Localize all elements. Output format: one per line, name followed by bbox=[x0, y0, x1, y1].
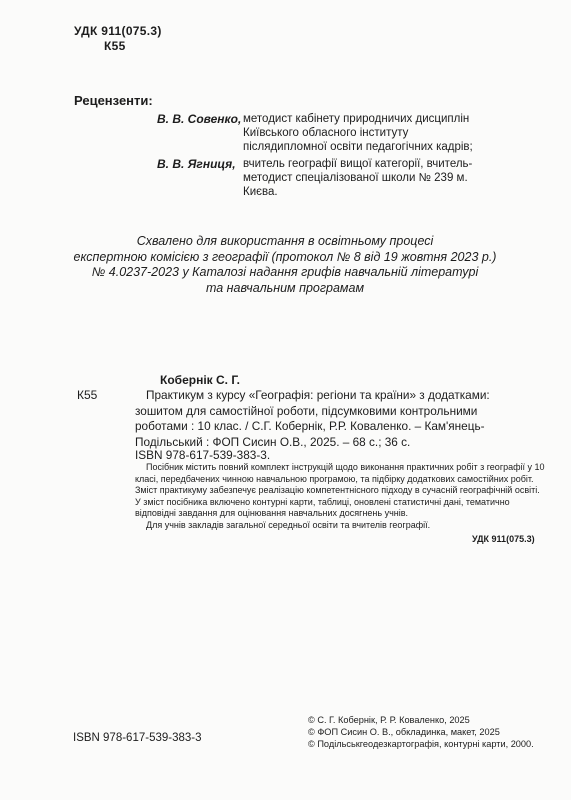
approval-line-3: № 4.0237-2023 у Каталозі надання грифів навчальній літературі bbox=[91, 265, 479, 279]
copyright-line-1: © С. Г. Кобернік, Р. Р. Коваленко, 2025 bbox=[308, 715, 470, 725]
udk-code: УДК 911(075.3) bbox=[74, 24, 162, 38]
udk-block bbox=[74, 24, 162, 54]
copyright-block bbox=[308, 714, 534, 750]
approval-line-2: експертною комісією з географії (протокол № 8 від 19 жовтня 2023 р.) bbox=[73, 249, 497, 264]
reviewer-1-description: методист кабінету природничих дисциплін Київського обласного інституту післядипломної освіти педагогічних кадрів; bbox=[243, 113, 473, 153]
bib-description bbox=[135, 388, 510, 450]
reviewer-2-name: В. В. Ягниця, bbox=[157, 157, 236, 171]
udk-index-right: УДК 911(075.3) bbox=[472, 534, 535, 544]
reviewers-heading: Рецензенти: bbox=[74, 93, 153, 108]
copyright-line-3: © Подільськгеодезкартографія, контурні карти, 2000. bbox=[308, 739, 534, 749]
bib-isbn: ISBN 978-617-539-383-3. bbox=[135, 448, 271, 462]
author-mark: К55 bbox=[104, 39, 126, 53]
approval-statement bbox=[60, 234, 510, 296]
reviewer-2-description: вчитель географії вищої категорії, вчитель-методист спеціалізованої школи № 239 м. Києва. bbox=[243, 158, 473, 198]
isbn-bottom: ISBN 978-617-539-383-3 bbox=[73, 732, 202, 744]
bib-author: Кобернік С. Г. bbox=[160, 373, 240, 387]
copyright-line-2: © ФОП Сисин О. В., обкладинка, макет, 2025 bbox=[308, 727, 500, 737]
annotation-paragraph-1: Посібник містить повний комплект інструкцій щодо виконання практичних робіт з географії у 10 класі, передбачених чинною навчальною програмою, та підбірку додаткових самостійних робіт. Зміст практикуму забезпечує реалізацію компетентнісного підходу в сучасній географічній освіті. У зміст посібника включено контурні карти, таблиці, оновлені статистичні дані, тематично відповідні завдання для оцінювання навчальних досягнень учнів. bbox=[135, 462, 545, 518]
annotation-paragraph-2: Для учнів закладів загальної середньої освіти та вчителів географії. bbox=[146, 519, 431, 530]
approval-line-4: та навчальним програмам bbox=[205, 280, 365, 295]
reviewer-1-name: В. В. Совенко, bbox=[157, 112, 242, 126]
annotation bbox=[135, 462, 547, 531]
bib-text: Практикум з курсу «Географія: регіони та країни» з додатками: зошитом для самостійної роботи, підсумковими контрольними роботами : 10 клас. / С.Г. Кобернік, Р.Р. Коваленко. – Кам'янець-Подільський : ФОП Сисин О.В., 2025. – 68 с.; 36 с. bbox=[135, 388, 490, 449]
bib-code: К55 bbox=[77, 388, 98, 402]
approval-line-1: Схвалено для використання в освітньому процесі bbox=[136, 234, 434, 248]
